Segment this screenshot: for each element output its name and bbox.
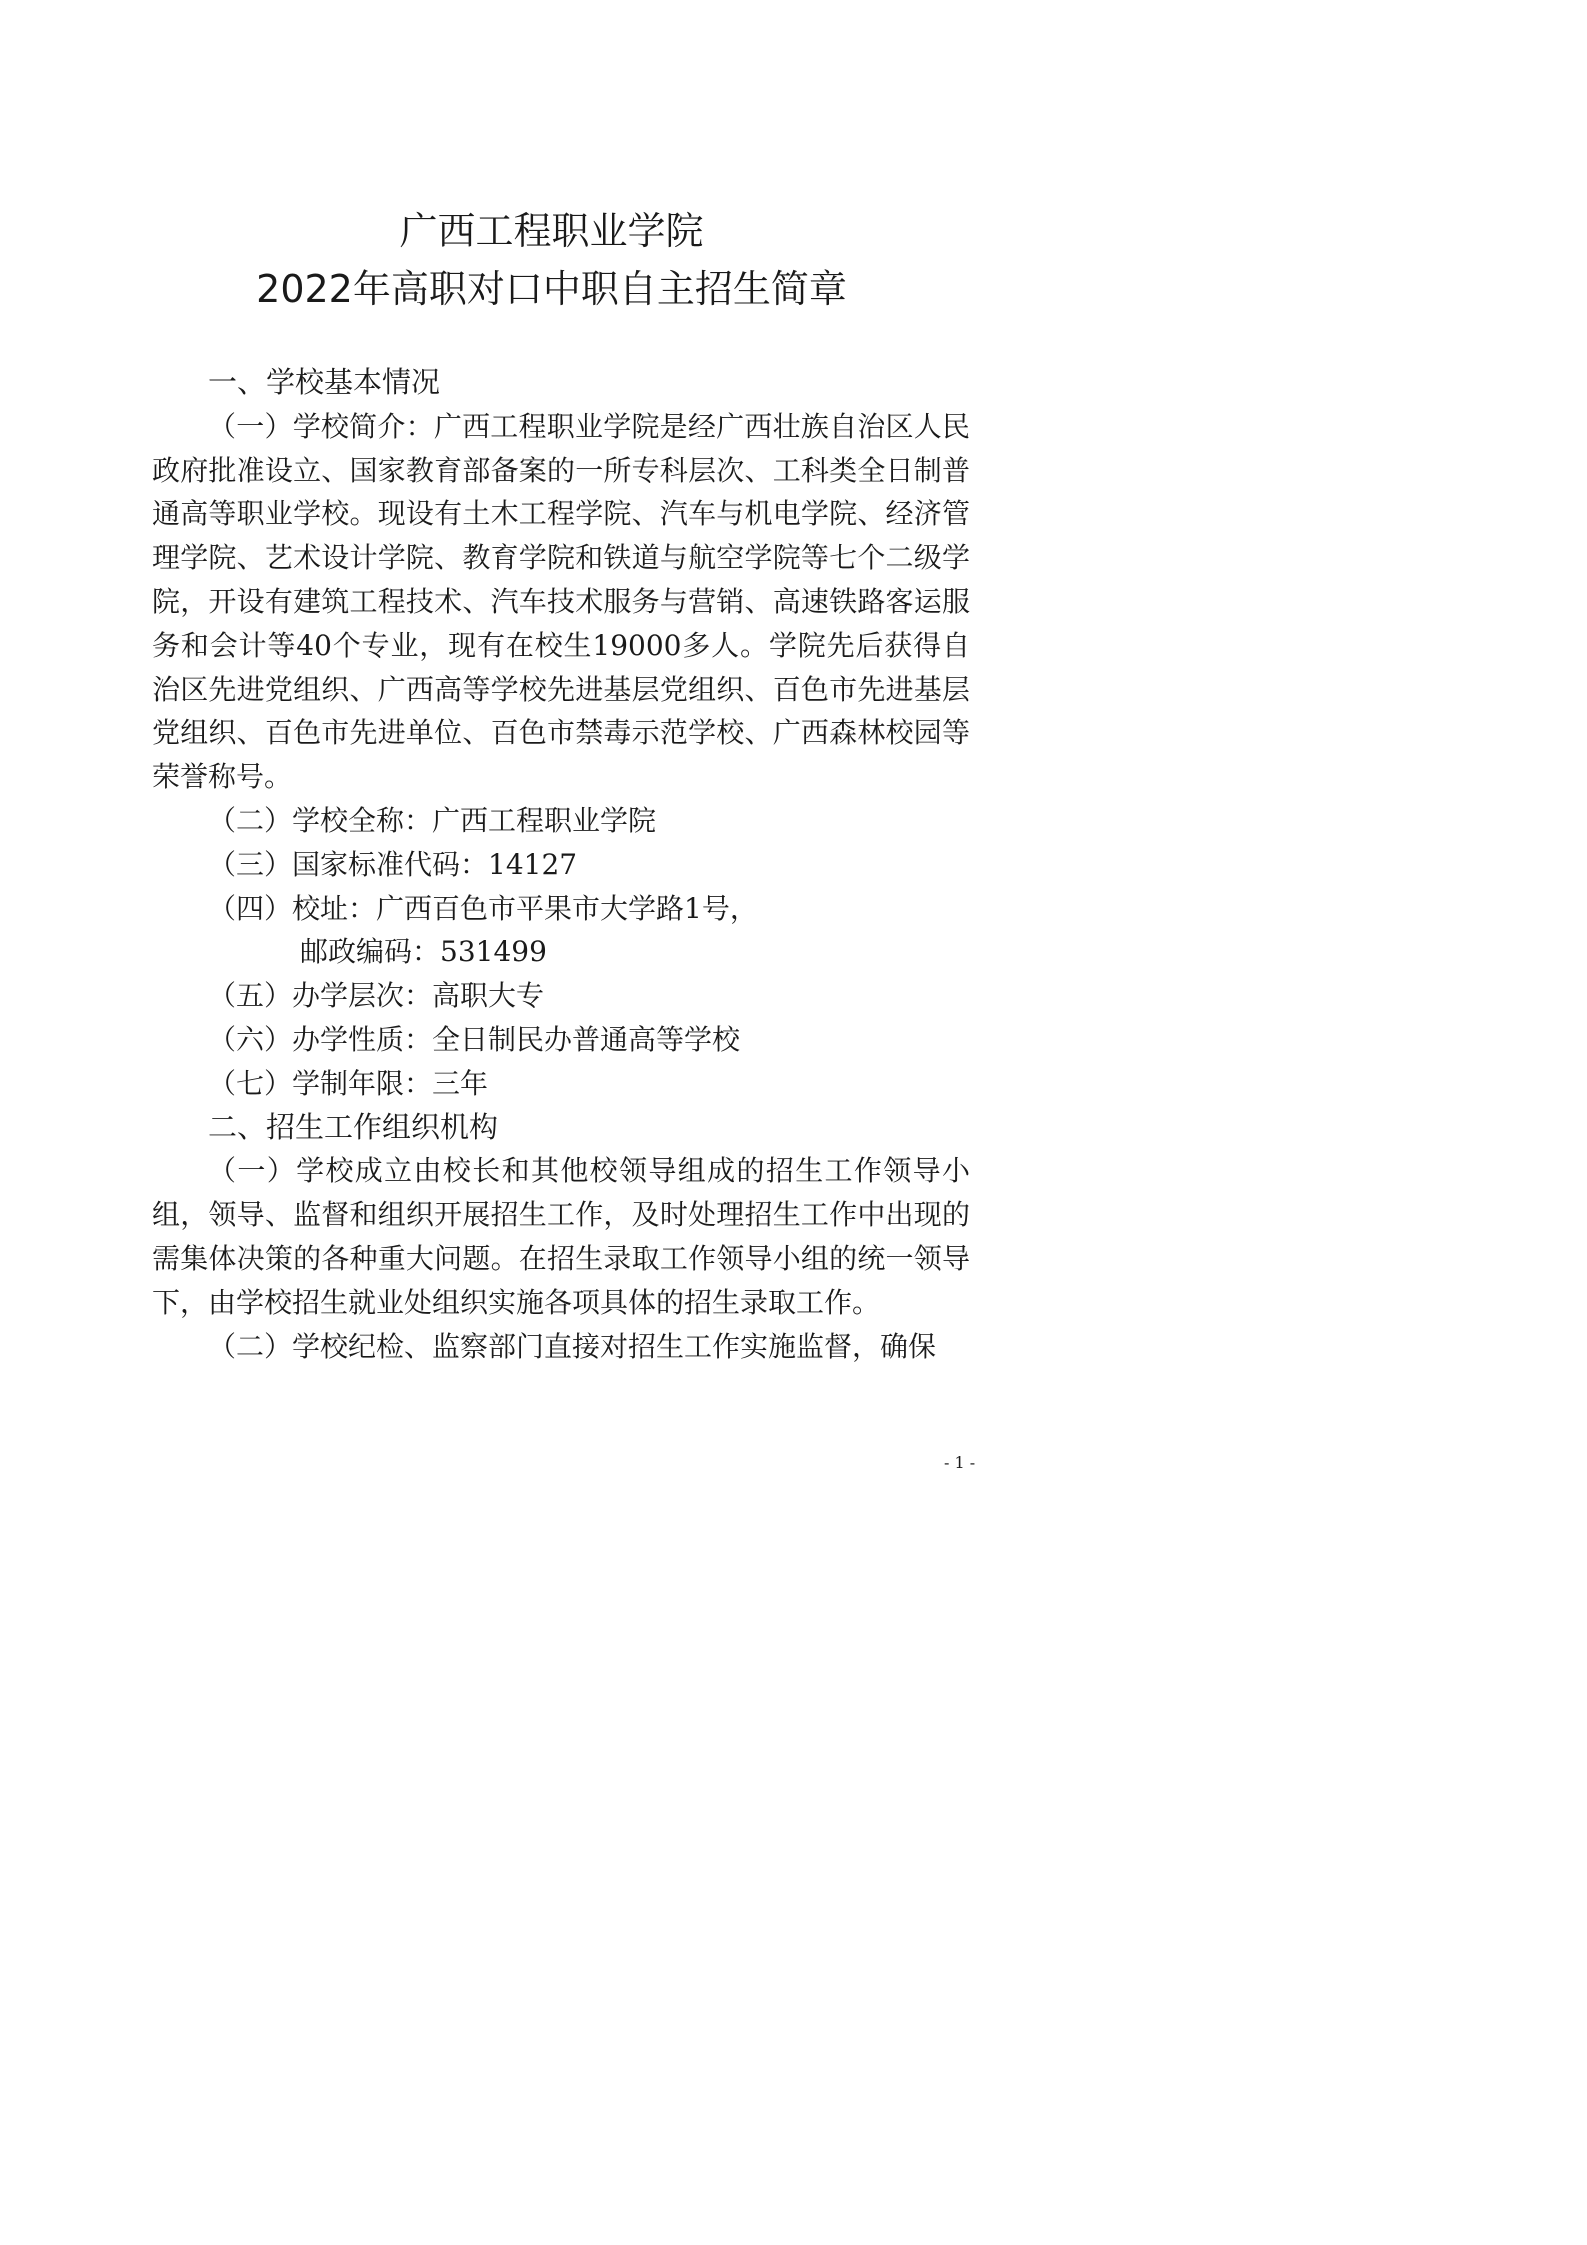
section-heading-school-info: 一、学校基本情况: [208, 365, 441, 399]
school-full-name: （二）学校全称：广西工程职业学院: [208, 803, 657, 837]
school-postcode: 邮政编码：531499: [300, 935, 547, 969]
school-code: （三）国家标准代码：14127: [208, 847, 578, 881]
organization-paragraph-2: （二）学校纪检、监察部门直接对招生工作实施监督，确保: [208, 1329, 937, 1363]
school-address: （四）校址：广西百色市平果市大学路1号，: [208, 891, 758, 925]
document-title: 广西工程职业学院: [399, 209, 704, 253]
school-nature: （六）办学性质：全日制民办普通高等学校: [208, 1022, 741, 1056]
school-duration: （七）学制年限：三年: [208, 1066, 489, 1100]
school-level: （五）办学层次：高职大专: [208, 979, 545, 1013]
document-subtitle: 2022年高职对口中职自主招生简章: [256, 267, 847, 311]
organization-paragraph-1: （一）学校成立由校长和其他校领导组成的招生工作领导小组，领导、监督和组织开展招生工作，及时处理招生工作中出现的需集体决策的各种重大问题。在招生录取工作领导小组的统一领导下，由学校招生就业处组织实施各项具体的招生录取工作。: [152, 1154, 970, 1319]
document-body: [152, 361, 970, 1368]
page-number: - 1 -: [944, 1453, 976, 1472]
section-heading-organization: 二、招生工作组织机构: [208, 1109, 499, 1144]
school-introduction: （一）学校简介：广西工程职业学院是经广西壮族自治区人民政府批准设立、国家教育部备案的一所专科层次、工科类全日制普通高等职业学校。现设有土木工程学院、汽车与机电学院、经济管理学院、艺术设计学院、教育学院和铁道与航空学院等七个二级学院，开设有建筑工程技术、汽车技术服务与营销、高速铁路客运服务和会计等40个专业，现有在校生19000多人。学院先后获得自治区先进党组织、广西高等学校先进基层党组织、百色市先进基层党组织、百色市先进单位、百色市禁毒示范学校、广西森林校园等荣誉称号。: [152, 409, 970, 794]
